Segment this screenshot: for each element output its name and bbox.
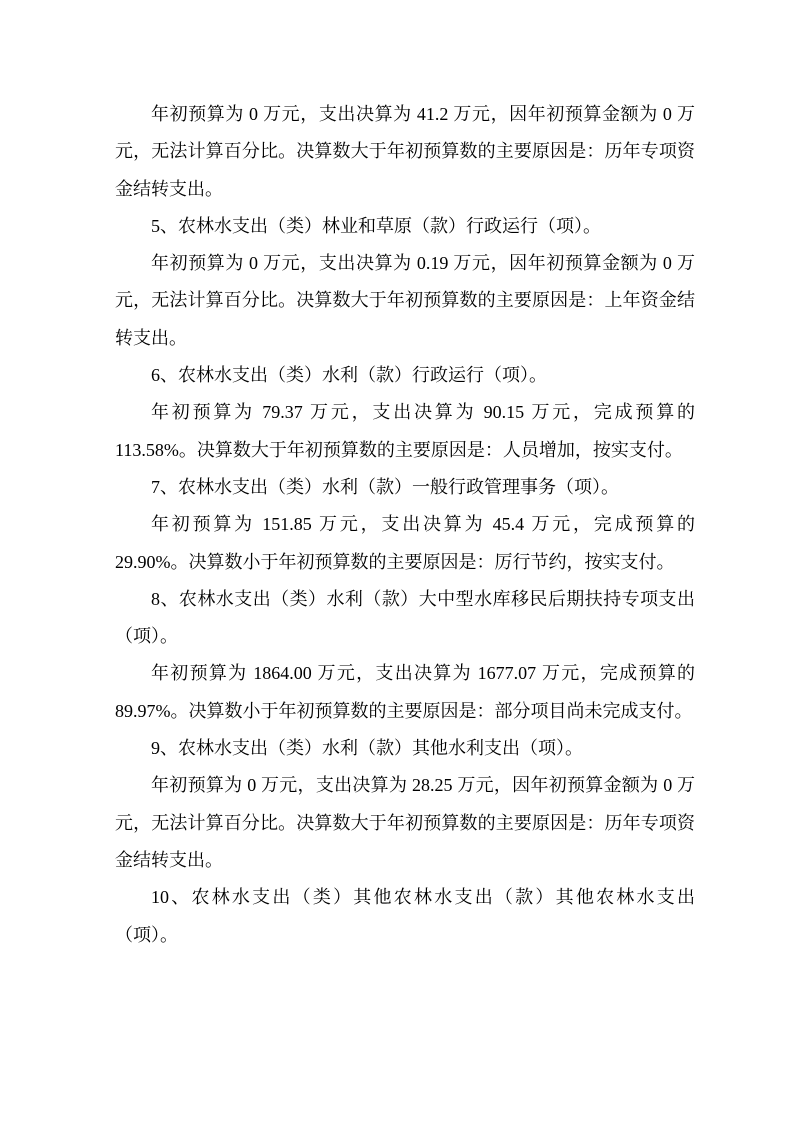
paragraph-budget-note-7: 年初预算为 151.85 万元，支出决算为 45.4 万元，完成预算的 29.90%。决算数小于年初预算数的主要原因是：厉行节约，按实支付。 bbox=[115, 514, 695, 572]
paragraph-item-7-heading: 7、农林水支出（类）水利（款）一般行政管理事务（项）。 bbox=[151, 476, 619, 497]
paragraph-budget-note-5: 年初预算为 0 万元，支出决算为 0.19 万元，因年初预算金额为 0 万元，无法计算百分比。决算数大于年初预算数的主要原因是：上年资金结转支出。 bbox=[115, 253, 695, 348]
paragraph-budget-note-6: 年初预算为 79.37 万元，支出决算为 90.15 万元，完成预算的 113.58%。决算数大于年初预算数的主要原因是：人员增加，按实支付。 bbox=[115, 402, 695, 460]
paragraph-item-10-heading: 10、农林水支出（类）其他农林水支出（款）其他农林水支出（项）。 bbox=[115, 887, 695, 945]
paragraph-item-8-heading: 8、农林水支出（类）水利（款）大中型水库移民后期扶持专项支出（项）。 bbox=[115, 588, 695, 647]
paragraph-budget-note-4: 年初预算为 0 万元，支出决算为 41.2 万元，因年初预算金额为 0 万元，无法计算百分比。决算数大于年初预算数的主要原因是：历年专项资金结转支出。 bbox=[115, 104, 695, 199]
paragraph-item-6-heading: 6、农林水支出（类）水利（款）行政运行（项）。 bbox=[151, 365, 547, 386]
paragraph-item-9-heading: 9、农林水支出（类）水利（款）其他水利支出（项）。 bbox=[151, 738, 583, 759]
paragraph-budget-note-9: 年初预算为 0 万元，支出决算为 28.25 万元，因年初预算金额为 0 万元，无法计算百分比。决算数大于年初预算数的主要原因是：历年专项资金结转支出。 bbox=[115, 775, 695, 870]
paragraph-item-5-heading: 5、农林水支出（类）林业和草原（款）行政运行（项）。 bbox=[151, 215, 601, 236]
paragraph-budget-note-8: 年初预算为 1864.00 万元，支出决算为 1677.07 万元，完成预算的 89.97%。决算数小于年初预算数的主要原因是：部分项目尚未完成支付。 bbox=[115, 663, 695, 721]
